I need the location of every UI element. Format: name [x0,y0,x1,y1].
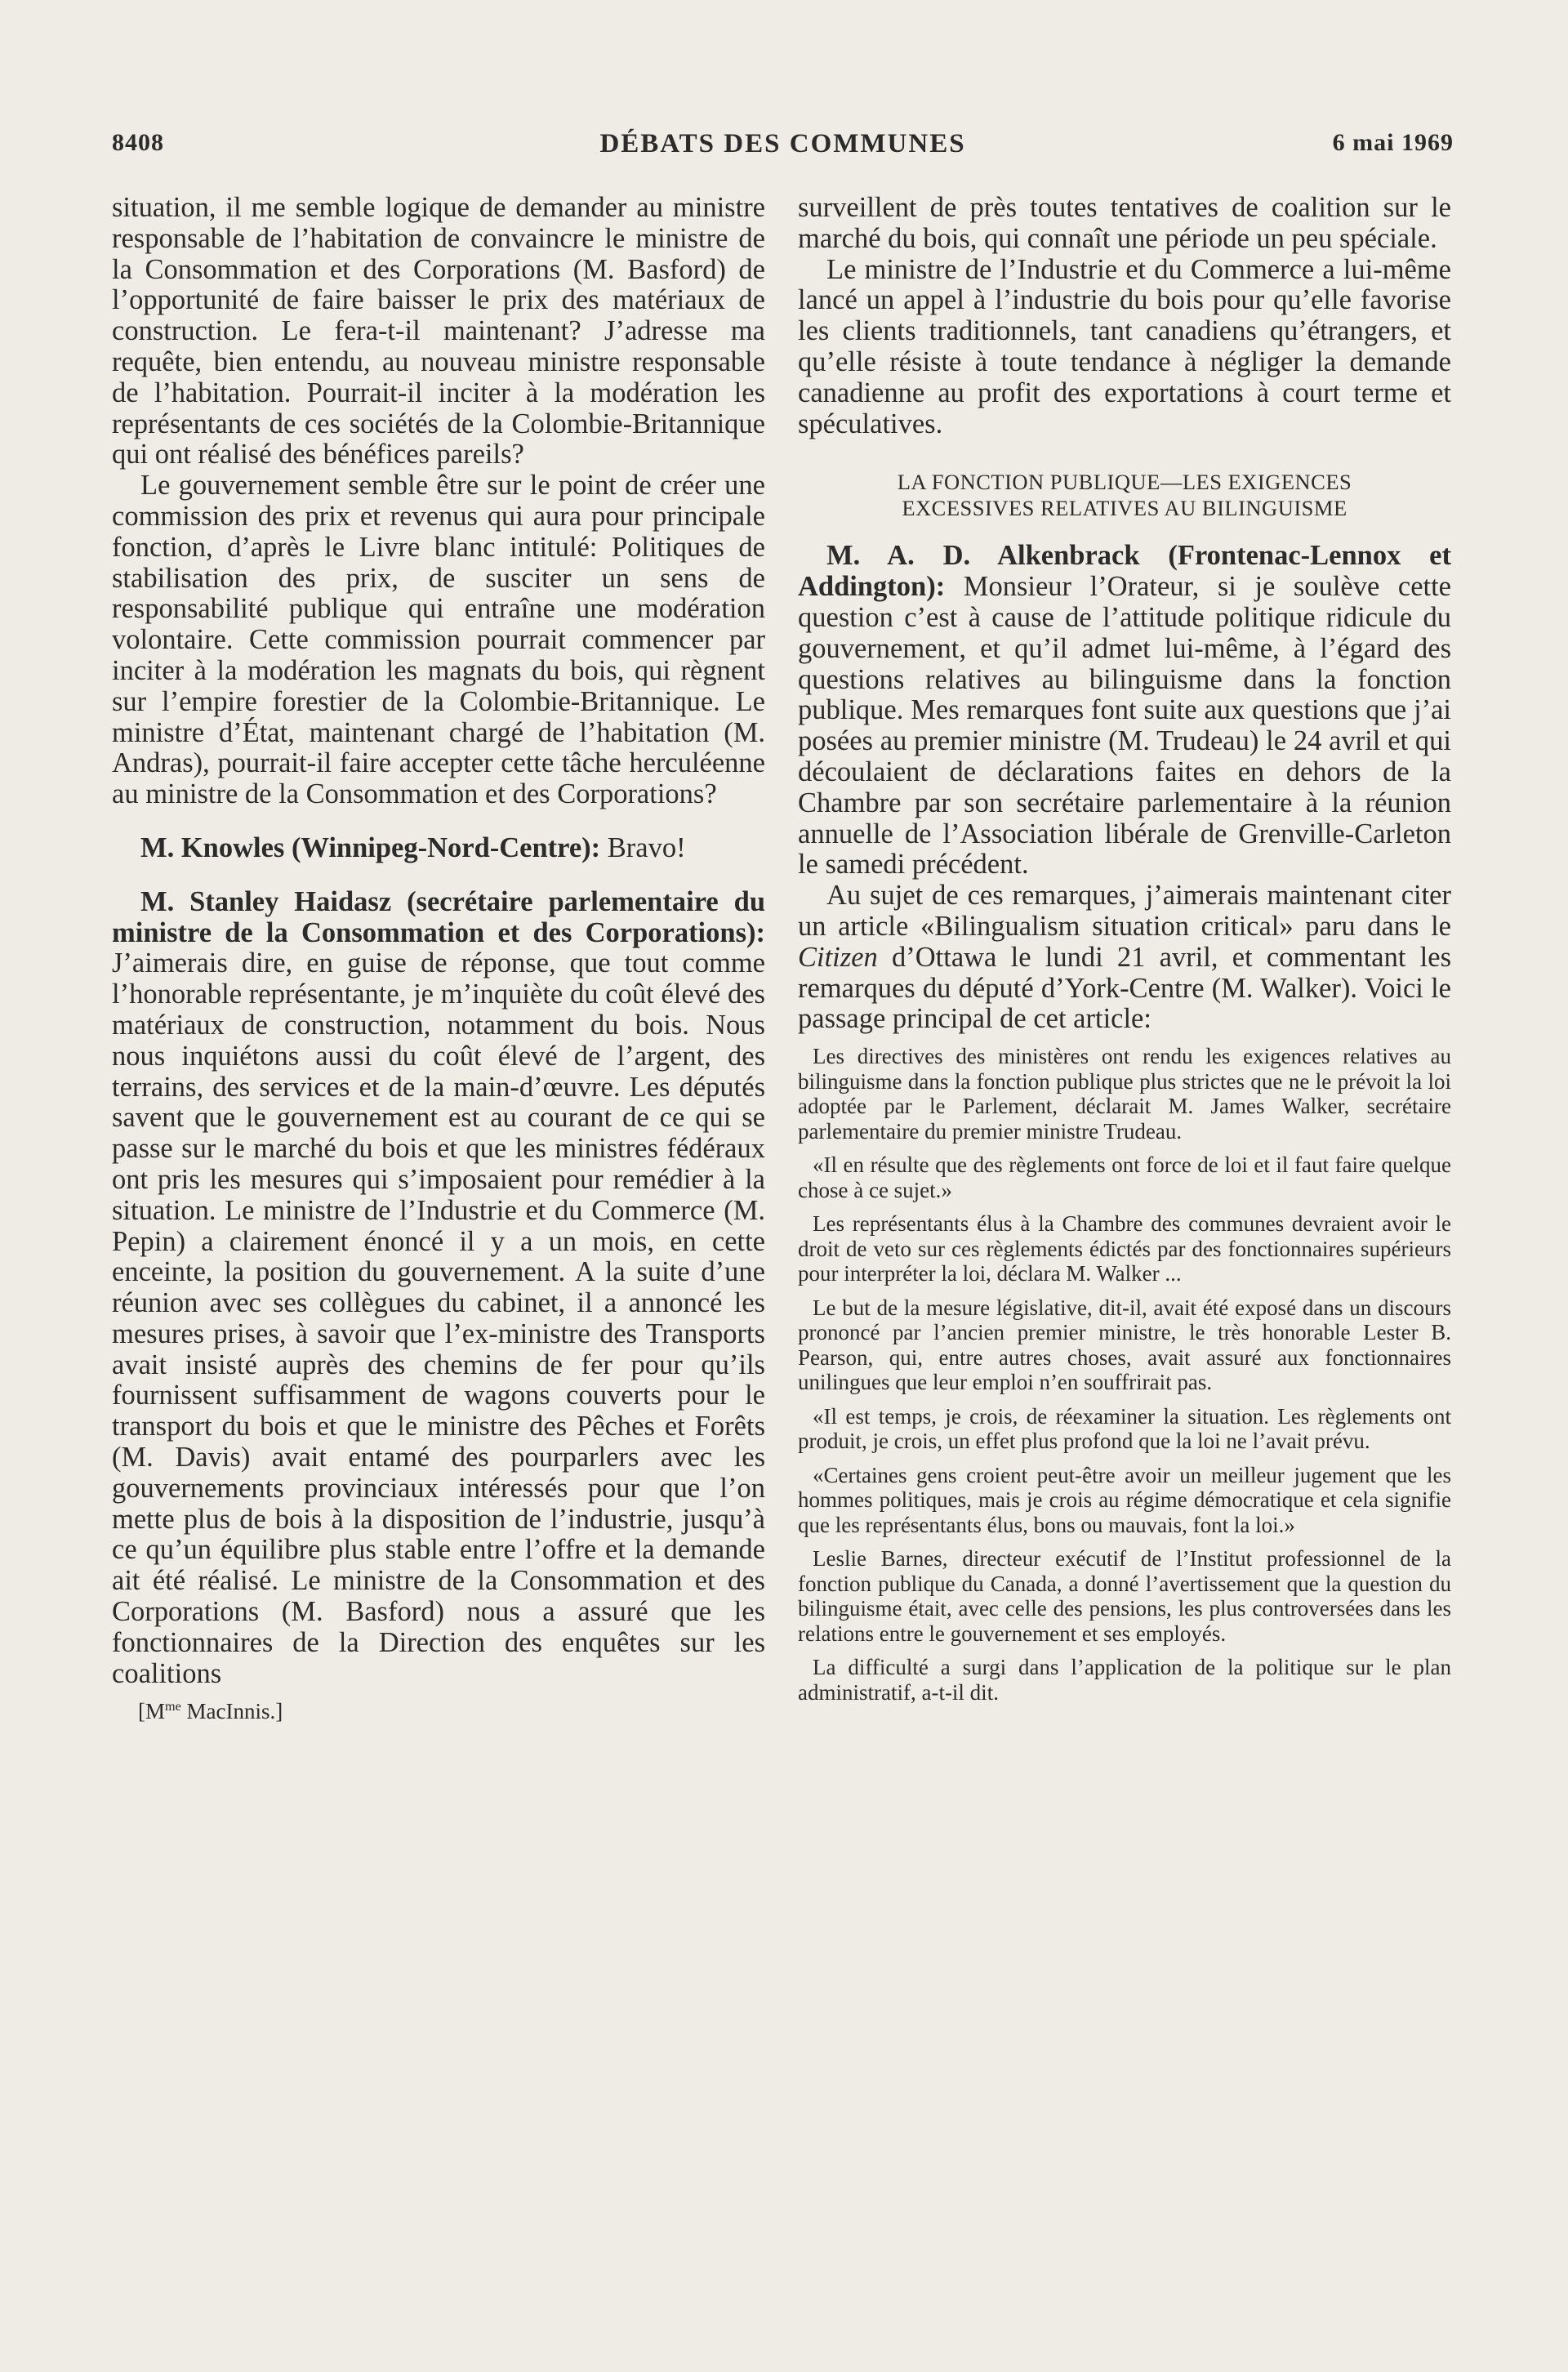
quoted-paragraph: Les représentants élus à la Chambre des communes devraient avoir le droit de veto sur ces règlements édictés par des fonctionnaires supérieurs pour interpréter la loi, déclara M. Walker ... [798,1211,1451,1286]
quoted-paragraph: Leslie Barnes, directeur exécutif de l’Institut professionnel de la fonction publique du Canada, a donné l’avertissement que la question du bilinguisme était, avec celle des pensions, les plus controversées dans les relations entre le gouvernement et ses employés. [798,1546,1451,1646]
paragraph: situation, il me semble logique de demander au ministre responsable de l’habitation de convaincre le ministre de la Consommation et des Corporations (M. Basford) de l’opportunité de faire baisser le prix des matériaux de construction. Le fera-t-il maintenant? J’adresse ma requête, bien entendu, au nouveau ministre responsable de l’habitation. Pourrait-il inciter à la modération les représentants de ces sociétés de la Colombie-Britannique qui ont réalisé des bénéfices pareils? [112,192,765,470]
quoted-paragraph: «Il en résulte que des règlements ont force de loi et il faut faire quelque chose à ce sujet.» [798,1153,1451,1202]
speech-knowles [112,833,765,864]
speech-alkenbrack [798,541,1451,881]
speech-text: Bravo! [607,832,686,863]
speech-haidasz [112,887,765,1690]
page-number: 8408 [112,129,164,156]
quoted-paragraph: «Certaines gens croient peut-être avoir un meilleur jugement que les hommes politiques, mais je crois au régime démocratique et cela signifie que les représentants élus, bons ou mauvais, font la loi.» [798,1462,1451,1537]
paragraph: Au sujet de ces remarques, j’aimerais maintenant citer un article «Bilingualism situation critical» paru dans le Citizen d’Ottawa le lundi 21 avril, et commentant les remarques du député d’York-Centre (M. Walker). Voici le passage principal de cet article: [798,880,1451,1035]
paragraph: Le gouvernement semble être sur le point de créer une commission des prix et revenus qui aura pour principale fonction, d’après le Livre blanc intitulé: Politiques de stabilisation des prix, de susciter un sens de responsabilité publique qui entraîne une modération volontaire. Cette commission pourrait commencer par inciter à la modération les magnats du bois, qui règnent sur l’empire forestier de la Colombie-Britannique. Le ministre d’État, maintenant chargé de l’habitation (M. Andras), pourrait-il faire accepter cette tâche herculéenne au ministre de la Consommation et des Corporations? [112,470,765,810]
quoted-paragraph: Les directives des ministères ont rendu les exigences relatives au bilinguisme dans la fonction publique plus strictes que ne le prévoit la loi adoptée par le Parlement, déclarait M. James Walker, secrétaire parlementaire du premier ministre Trudeau. [798,1044,1451,1144]
publication-title: DÉBATS DES COMMUNES [599,129,966,158]
quoted-paragraph: «Il est temps, je crois, de réexaminer la situation. Les règlements ont produit, je crois, un effet plus profond que la loi ne l’avait prévu. [798,1403,1451,1454]
paragraph: surveillent de près toutes tentatives de coalition sur le marché du bois, qui connaît une période un peu spéciale. [798,192,1451,254]
speaker-reference-note: [$M^{me}$ MacInnis.] [138,1699,283,1724]
page-header [112,129,1454,168]
speaker-name: M. Knowles (Winnipeg-Nord-Centre): [140,832,601,863]
speech-text: Monsieur l’Orateur, si je soulève cette question c’est à cause de l’attitude politique ridicule du gouvernement, et qu’il admet lui-même, à l’égard des questions relatives au bilinguisme dans la fonction publique. Mes remarques font suite aux questions que j’ai posées au premier ministre (M. Trudeau) le 24 avril et qui découlaient de déclarations faites en dehors de la Chambre par son secrétaire parlementaire à la réunion annuelle de l’Association libérale de Grenville-Carleton le samedi précédent. [798,571,1451,881]
speaker-name: M. Stanley Haidasz (secrétaire parlementaire du ministre de la Consommation et des Corporations): [112,885,765,948]
publication-date: 6 mai 1969 [1332,129,1454,156]
paragraph: Le ministre de l’Industrie et du Commerce a lui-même lancé un appel à l’industrie du bois pour qu’elle favorise les clients traditionnels, tant canadiens qu’étrangers, et qu’elle résiste à toute tendance à négliger la demande canadienne au profit des exportations à court terme et spéculatives. [798,253,1451,439]
quoted-paragraph: Le but de la mesure législative, dit-il, avait été exposé dans un discours prononcé par l’ancien premier ministre, le très honorable Lester B. Pearson, qui, entre autres choses, avait assuré aux fonctionnaires unilingues que leur emploi n’en souffrirait pas. [798,1295,1451,1395]
speech-text: J’aimerais dire, en guise de réponse, que tout comme l’honorable représentante, je m’inquiète du coût élevé des matériaux de construction, notamment du bois. Nous nous inquiétons aussi du coût élevé de l’argent, des terrains, des services et de la main-d’œuvre. Les députés savent que le gouvernement est au courant de ce qui se passe sur le marché du bois et que les ministres fédéraux ont pris les mesures qui s’imposaient pour remédier à la situation. Le ministre de l’Industrie et du Commerce (M. Pepin) a clairement énoncé il y a un mois, en cette enceinte, la position du gouvernement. A la suite d’une réunion avec ses collègues du cabinet, il a annoncé les mesures prises, à savoir que l’ex-ministre des Transports avait insisté auprès des chemins de fer pour qu’ils fournissent suffisamment de wagons couverts pour le transport du bois et que le ministre des Pêches et Forêts (M. Davis) avait entamé des pourparlers avec les gouvernements provinciaux intéressés pour que l’on mette plus de bois à la disposition de l’industrie, jusqu’à ce qu’un équilibre plus stable entre l’offre et la demande ait été réalisé. Le ministre de la Consommation et des Corporations (M. Basford) nous a assuré que les fonctionnaires de la Direction des enquêtes sur les coalitions [112,947,765,1689]
speaker-name: M. A. D. Alkenbrack (Frontenac-Lennox et Addington): [798,540,1451,603]
left-column [112,193,765,1724]
right-column [798,193,1451,1705]
quoted-paragraph: La difficulté a surgi dans l’application de la politique sur le plan administratif, a-t-il dit. [798,1655,1451,1705]
section-heading: LA FONCTION PUBLIQUE—LES EXIGENCES EXCESSIVES RELATIVES AU BILINGUISME [897,470,1352,521]
